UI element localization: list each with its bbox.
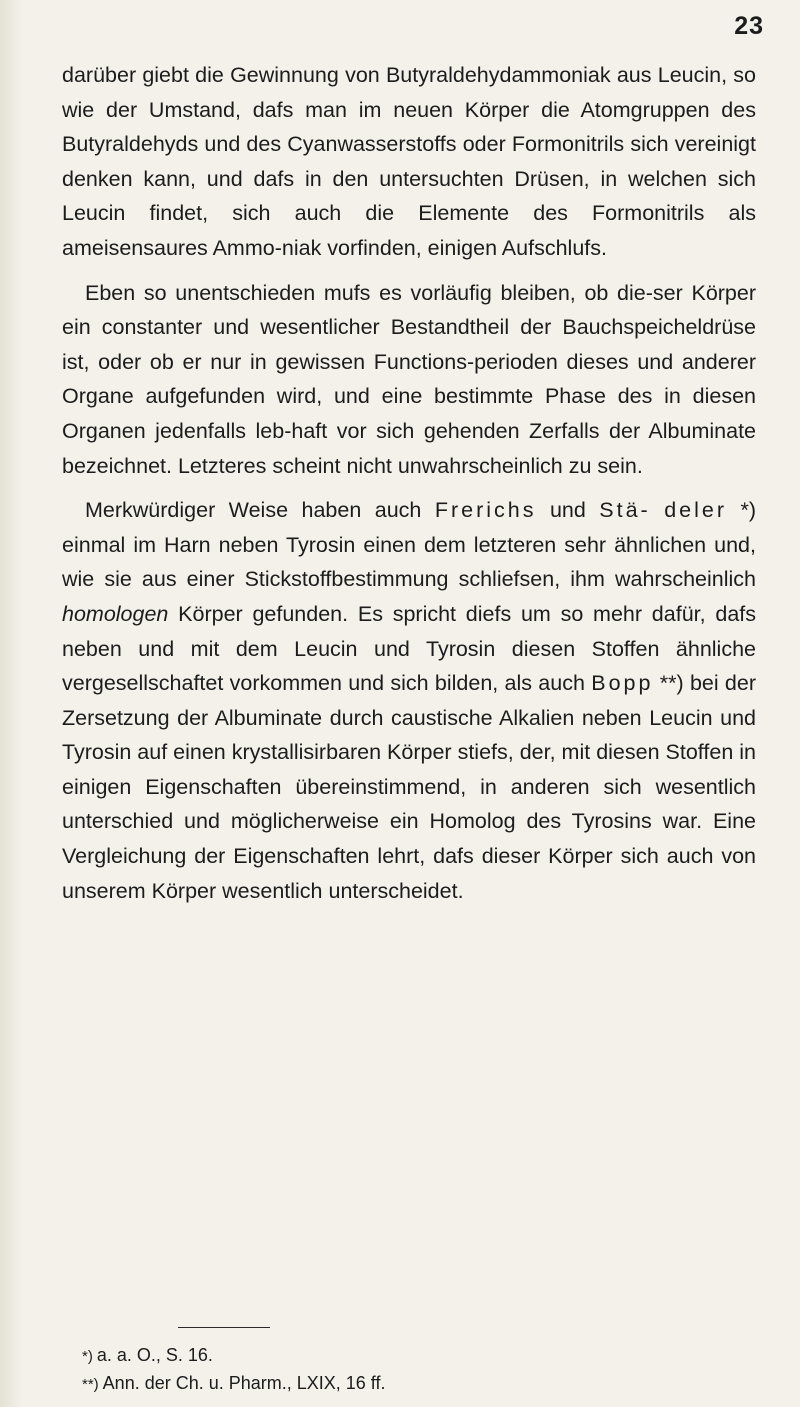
paragraph-1-line: darüber giebt die Gewinnung von Butyraldehydammoniak aus (62, 63, 652, 87)
footnote-2-mark: **) (82, 1376, 99, 1393)
paragraph-3-text: bei der Zersetzung der Albuminate durch caustische Alkalien neben Leucin und Tyrosin auf einen krystallisirbaren Körper stiefs, der, mit diesen Stoffen in einigen Eigenschaften übereinstimmend, in anderen sich wesentlich unterschied und möglicherweise ein Homolog des Tyrosins war. Eine Vergleichung der Eigenschaften lehrt, dafs dieser Körper sich auch von unserem Körper wesentlich unterscheidet. (62, 671, 756, 903)
paragraph-2-line: Eben so unentschieden mufs es vorläufig bleiben, ob die- (85, 280, 653, 305)
footnote-1-mark: *) (82, 1348, 93, 1365)
paragraph-3-text: und (536, 498, 600, 523)
page-number: 23 (734, 12, 764, 40)
paragraph-1-line: den untersuchten Drüsen, in welchen sich Leucin findet, sich (62, 166, 756, 226)
emphasis-homologen: homologen (62, 601, 169, 626)
paragraph-3-text: Merkwürdiger Weise haben auch (85, 498, 435, 523)
paragraph-2-line: Letzteres scheint nicht unwahrscheinlich zu sein. (177, 453, 643, 478)
paragraph-2-line: Bauchspeicheldrüse ist, oder ob er nur in gewissen Functions- (62, 315, 756, 374)
scan-edge-shadow (0, 0, 22, 1407)
footnote-ref-2: **) (659, 671, 684, 696)
author-frerichs: Frerichs (434, 498, 537, 523)
footnotes (82, 1342, 682, 1398)
paragraph-2-line: perioden dieses und anderer Organe aufgefunden wird, und (62, 349, 756, 409)
author-bopp: Bopp (591, 671, 654, 696)
paragraph-2-line: ser Körper ein constanter und wesentlicher Bestandtheil der (62, 280, 757, 340)
paragraph-3 (62, 493, 756, 908)
paragraph-1 (62, 58, 756, 266)
paragraph-2-line: haft vor sich gehenden Zerfalls der Albuminate bezeichnet. (62, 418, 756, 478)
paragraph-1-line: oder Formonitrils sich vereinigt denken kann, und dafs in (62, 132, 756, 191)
footnote-divider (178, 1327, 270, 1328)
paragraph-1-line: Leucin, so wie der Umstand, dafs man im neuen Körper die (62, 63, 757, 122)
author-staedeler-part-1: Stä- (599, 498, 651, 523)
author-staedeler-part-2: deler (664, 498, 727, 523)
footnote-1-text: a. a. O., S. 16. (96, 1345, 213, 1365)
paragraph-3-text: einmal im Harn neben Tyrosin einen dem letzteren sehr ähnlichen und, wie sie aus einer Stickstoffbestimmung schliefsen, ihm wahrscheinlich (62, 532, 756, 592)
paragraph-3-text: Körper gefunden. Es spricht diefs um so mehr dafür, dafs neben und mit dem Leucin und Tyrosin diesen Stoffen ähnliche vergesellschaftet vorkommen und sich bilden, als auch (62, 601, 756, 696)
paragraph-2 (62, 276, 756, 484)
paragraph-1-line: Atomgruppen des Butyraldehyds und des Cyanwasserstoffs (62, 97, 756, 157)
paragraph-1-line: auch die Elemente des Formonitrils als ameisensaures Ammo- (62, 201, 756, 260)
footnote-2-text: Ann. der Ch. u. Pharm., LXIX, 16 ff. (102, 1373, 386, 1393)
footnote-1 (82, 1342, 682, 1370)
footnote-ref-1: *) (740, 498, 756, 523)
paragraph-2-line: eine bestimmte Phase des in diesen Organen jedenfalls leb- (62, 384, 756, 443)
paragraph-1-line: niak vorfinden, einigen Aufschlufs. (281, 235, 607, 260)
body-text (62, 58, 756, 908)
footnote-2 (82, 1370, 682, 1398)
